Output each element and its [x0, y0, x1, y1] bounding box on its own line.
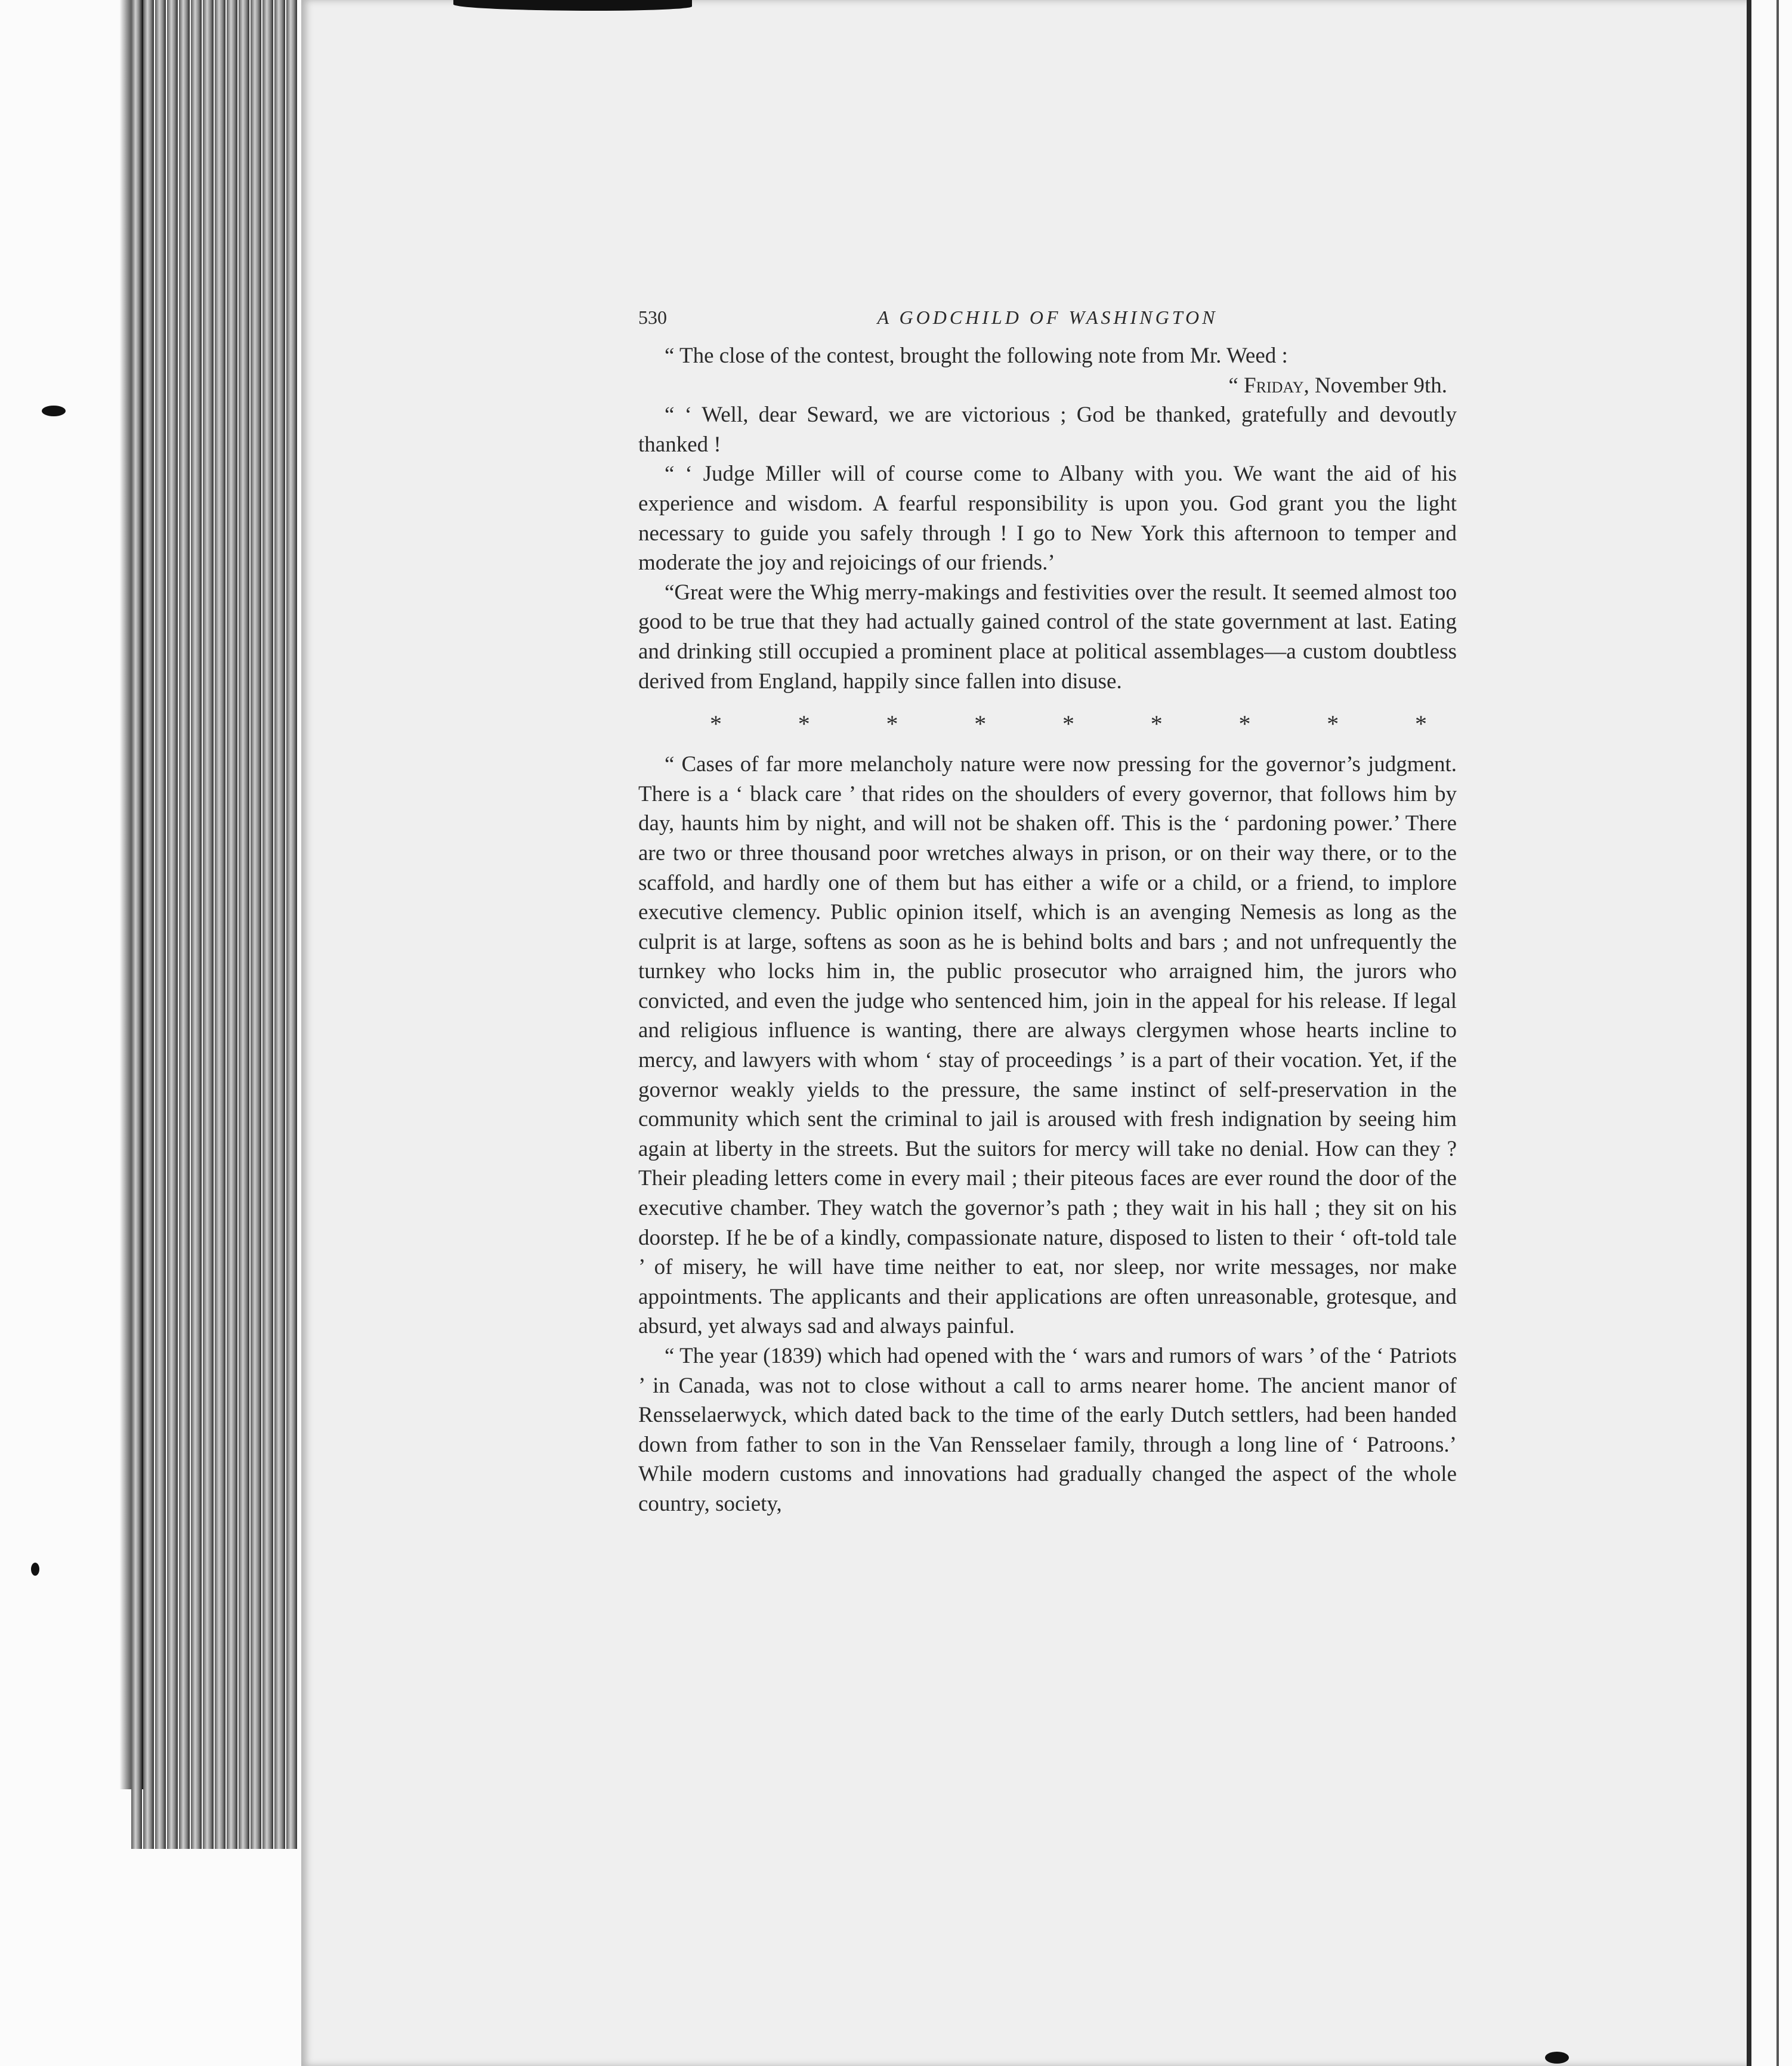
asterisk-ornament: *	[974, 710, 987, 738]
right-scan-border-secondary	[1776, 0, 1779, 2066]
scan-speck	[42, 406, 66, 416]
asterisk-ornament: *	[1415, 710, 1427, 738]
page-text-block	[638, 298, 1457, 1519]
scan-speck	[1545, 2052, 1569, 2064]
right-scan-border	[1747, 0, 1751, 2066]
asterisk-ornament: *	[1327, 710, 1339, 738]
asterisk-ornament: *	[798, 710, 810, 738]
scan-speck	[31, 1563, 39, 1576]
paragraph-rensselaerwyck: “ The year (1839) which had opened with the ‘ wars and rumors of wars ’ of the ‘ Patriots ’ in Canada, was not to close without a call to arms nearer home. The ancient manor of Rensselaerwyck, which dated back to the time of the early Dutch settlers, had been handed down from father to son in the Van Rensselaer family, through a long line of ‘ Patroons.’ While modern customs and innovations had gradually changed the aspect of the whole country, society,	[638, 1344, 1457, 1516]
asterisk-ornament: *	[1150, 710, 1163, 738]
stacked-page-edges	[131, 0, 316, 1849]
dateline	[638, 371, 1457, 401]
asterisk-ornament: *	[710, 710, 722, 738]
paragraph-intro: “ The close of the contest, brought the following note from Mr. Weed :	[665, 344, 1288, 368]
paragraph-letter-body: “ ‘ Judge Miller will of course come to Albany with you. We want the aid of his experience and wisdom. A fearful responsibility is upon you. God grant you the light necessary to guide you safely through ! I go to New York this afternoon to temper and moderate the joy and rejoicings of our friends.’	[638, 462, 1457, 576]
paragraph-whig-festivities: “Great were the Whig merry-makings and festivities over the result. It seemed almost too good to be true that they had actually gained control of the state government at last. Eating and drinking still occupied a prominent place at political assemblages—a custom doubtless derived from England, happily since fallen into disuse.	[638, 580, 1457, 694]
section-break-asterisks	[638, 696, 1457, 745]
dateline-quote: “	[1228, 373, 1244, 398]
running-title: A GODCHILD OF WASHINGTON	[877, 307, 1218, 328]
running-head	[638, 298, 1457, 341]
asterisk-ornament: *	[1062, 710, 1074, 738]
paragraph-letter-opening: “ ‘ Well, dear Seward, we are victorious ; God be thanked, gratefully and devoutly thanked !	[638, 403, 1457, 457]
page-number: 530	[638, 307, 667, 328]
asterisk-ornament: *	[1238, 710, 1251, 738]
paragraph-pardoning-power: “ Cases of far more melancholy nature were now pressing for the governor’s judgment. There is a ‘ black care ’ that rides on the shoulders of every governor, that follows him by day, haunts him by night, and will not be shaken off. This is the ‘ pardoning power.’ There are two or three thousand poor wretches always in prison, or on their way there, or to the scaffold, and hardly one of them but has either a wife or a child, or a friend, to implore executive clemency. Public opinion itself, which is an avenging Nemesis as long as the culprit is at large, softens as soon as he is behind bolts and bars ; and not unfrequently the turnkey who locks him in, the public prosecutor who arraigned him, the jurors who convicted, and even the judge who sentenced him, join in the appeal for his release. If legal and religious influence is wanting, there are always clergymen whose hearts incline to mercy, and lawyers with whom ‘ stay of proceedings ’ is a part of their vocation. Yet, if the governor weakly yields to the pressure, the same instinct of self-preservation in the community which sent the criminal to jail is aroused with fresh indignation by seeing him again at liberty in the streets. But the suitors for mercy will take no denial. How can they ? Their pleading letters come in every mail ; their piteous faces are ever round the door of the executive chamber. They watch the governor’s path ; they wait in his hall ; they sit on his doorstep. If he be of a kindly, compassionate nature, disposed to listen to their ‘ oft-told tale ’ of misery, he will have time neither to eat, nor sleep, nor write messages, nor make appointments. The applicants and their applications are often unreasonable, grotesque, and absurd, yet always sad and always painful.	[638, 752, 1457, 1339]
asterisk-ornament: *	[886, 710, 898, 738]
dateline-date: , November 9th.	[1303, 373, 1447, 398]
dateline-day: Friday	[1244, 373, 1304, 398]
